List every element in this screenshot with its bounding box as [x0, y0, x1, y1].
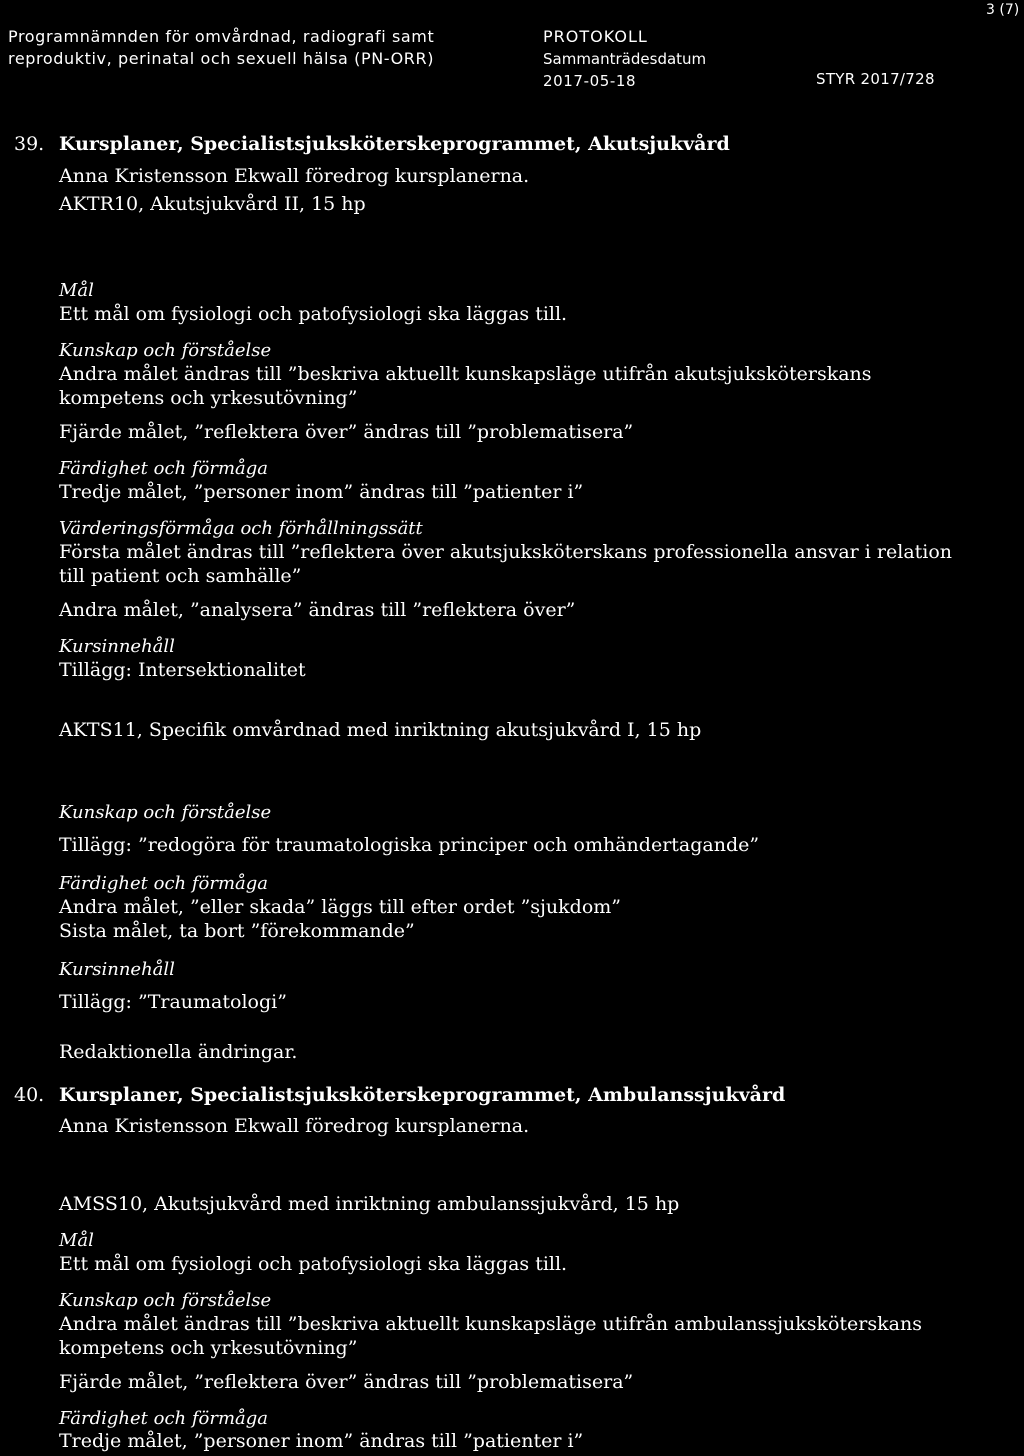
meeting-date: 2017-05-18: [543, 72, 637, 90]
heading-fardighet: Färdighet och förmåga: [59, 873, 268, 894]
paragraph: Andra målet, ”eller skada” läggs till efter ordet ”sjukdom”: [59, 896, 622, 918]
heading-kunskap: Kunskap och förståelse: [59, 1290, 272, 1311]
heading-kunskap: Kunskap och förståelse: [59, 802, 272, 823]
heading-kursinnehall: Kursinnehåll: [59, 959, 175, 980]
heading-kunskap: Kunskap och förståelse: [59, 340, 272, 361]
paragraph: Tillägg: Intersektionalitet: [59, 659, 306, 681]
paragraph: Andra målet, ”analysera” ändras till ”reflektera över”: [59, 599, 576, 621]
paragraph: Fjärde målet, ”reflektera över” ändras till ”problematisera”: [59, 1371, 634, 1393]
section-39-title: Kursplaner, Specialistsjuksköterskeprogrammet, Akutsjukvård: [59, 133, 730, 155]
paragraph: Andra målet ändras till ”beskriva aktuellt kunskapsläge utifrån ambulanssjuksköterskans: [59, 1313, 922, 1335]
section-39-presenter: Anna Kristensson Ekwall föredrog kursplanerna.: [59, 165, 530, 187]
paragraph: kompetens och yrkesutövning”: [59, 1337, 358, 1359]
paragraph: Andra målet ändras till ”beskriva aktuellt kunskapsläge utifrån akutsjuksköterskans: [59, 363, 872, 385]
editorial-note: Redaktionella ändringar.: [59, 1041, 298, 1063]
paragraph: Fjärde målet, ”reflektera över” ändras till ”problematisera”: [59, 421, 634, 443]
section-40-presenter: Anna Kristensson Ekwall föredrog kursplanerna.: [59, 1115, 530, 1137]
section-40-title: Kursplaner, Specialistsjuksköterskeprogrammet, Ambulanssjukvård: [59, 1084, 786, 1106]
paragraph: Tillägg: ”redogöra för traumatologiska principer och omhändertagande”: [59, 834, 760, 856]
paragraph: Ett mål om fysiologi och patofysiologi ska läggas till.: [59, 1253, 568, 1275]
organization-line-2: reproduktiv, perinatal och sexuell hälsa (PN-ORR): [8, 49, 435, 68]
heading-kursinnehall: Kursinnehåll: [59, 636, 175, 657]
heading-fardighet: Färdighet och förmåga: [59, 458, 268, 479]
heading-mal: Mål: [59, 280, 94, 301]
paragraph: Tredje målet, ”personer inom” ändras till ”patienter i”: [59, 481, 584, 503]
section-39-number: 39.: [14, 133, 45, 155]
document-type: PROTOKOLL: [543, 27, 648, 46]
paragraph: till patient och samhälle”: [59, 565, 302, 587]
heading-mal: Mål: [59, 1230, 94, 1251]
paragraph: Sista målet, ta bort ”förekommande”: [59, 920, 415, 942]
course-akts11-title: AKTS11, Specifik omvårdnad med inriktning akutsjukvård I, 15 hp: [59, 719, 702, 741]
reference-number: STYR 2017/728: [816, 70, 935, 88]
heading-fardighet: Färdighet och förmåga: [59, 1408, 268, 1429]
page-number: 3 (7): [986, 2, 1020, 18]
section-40-number: 40.: [14, 1084, 45, 1106]
heading-varderingsformaga: Värderingsförmåga och förhållningssätt: [59, 518, 423, 539]
organization-line-1: Programnämnden för omvårdnad, radiografi samt: [8, 27, 435, 46]
paragraph: Första målet ändras till ”reflektera över akutsjuksköterskans professionella ansvar i relation: [59, 541, 953, 563]
paragraph: Tillägg: ”Traumatologi”: [59, 991, 287, 1013]
course-amss10-title: AMSS10, Akutsjukvård med inriktning ambulanssjukvård, 15 hp: [59, 1193, 680, 1215]
paragraph: Tredje målet, ”personer inom” ändras till ”patienter i”: [59, 1430, 584, 1452]
paragraph: Ett mål om fysiologi och patofysiologi ska läggas till.: [59, 303, 568, 325]
course-aktr10-title: AKTR10, Akutsjukvård II, 15 hp: [59, 193, 366, 215]
paragraph: kompetens och yrkesutövning”: [59, 387, 358, 409]
meeting-date-label: Sammanträdesdatum: [543, 50, 707, 68]
